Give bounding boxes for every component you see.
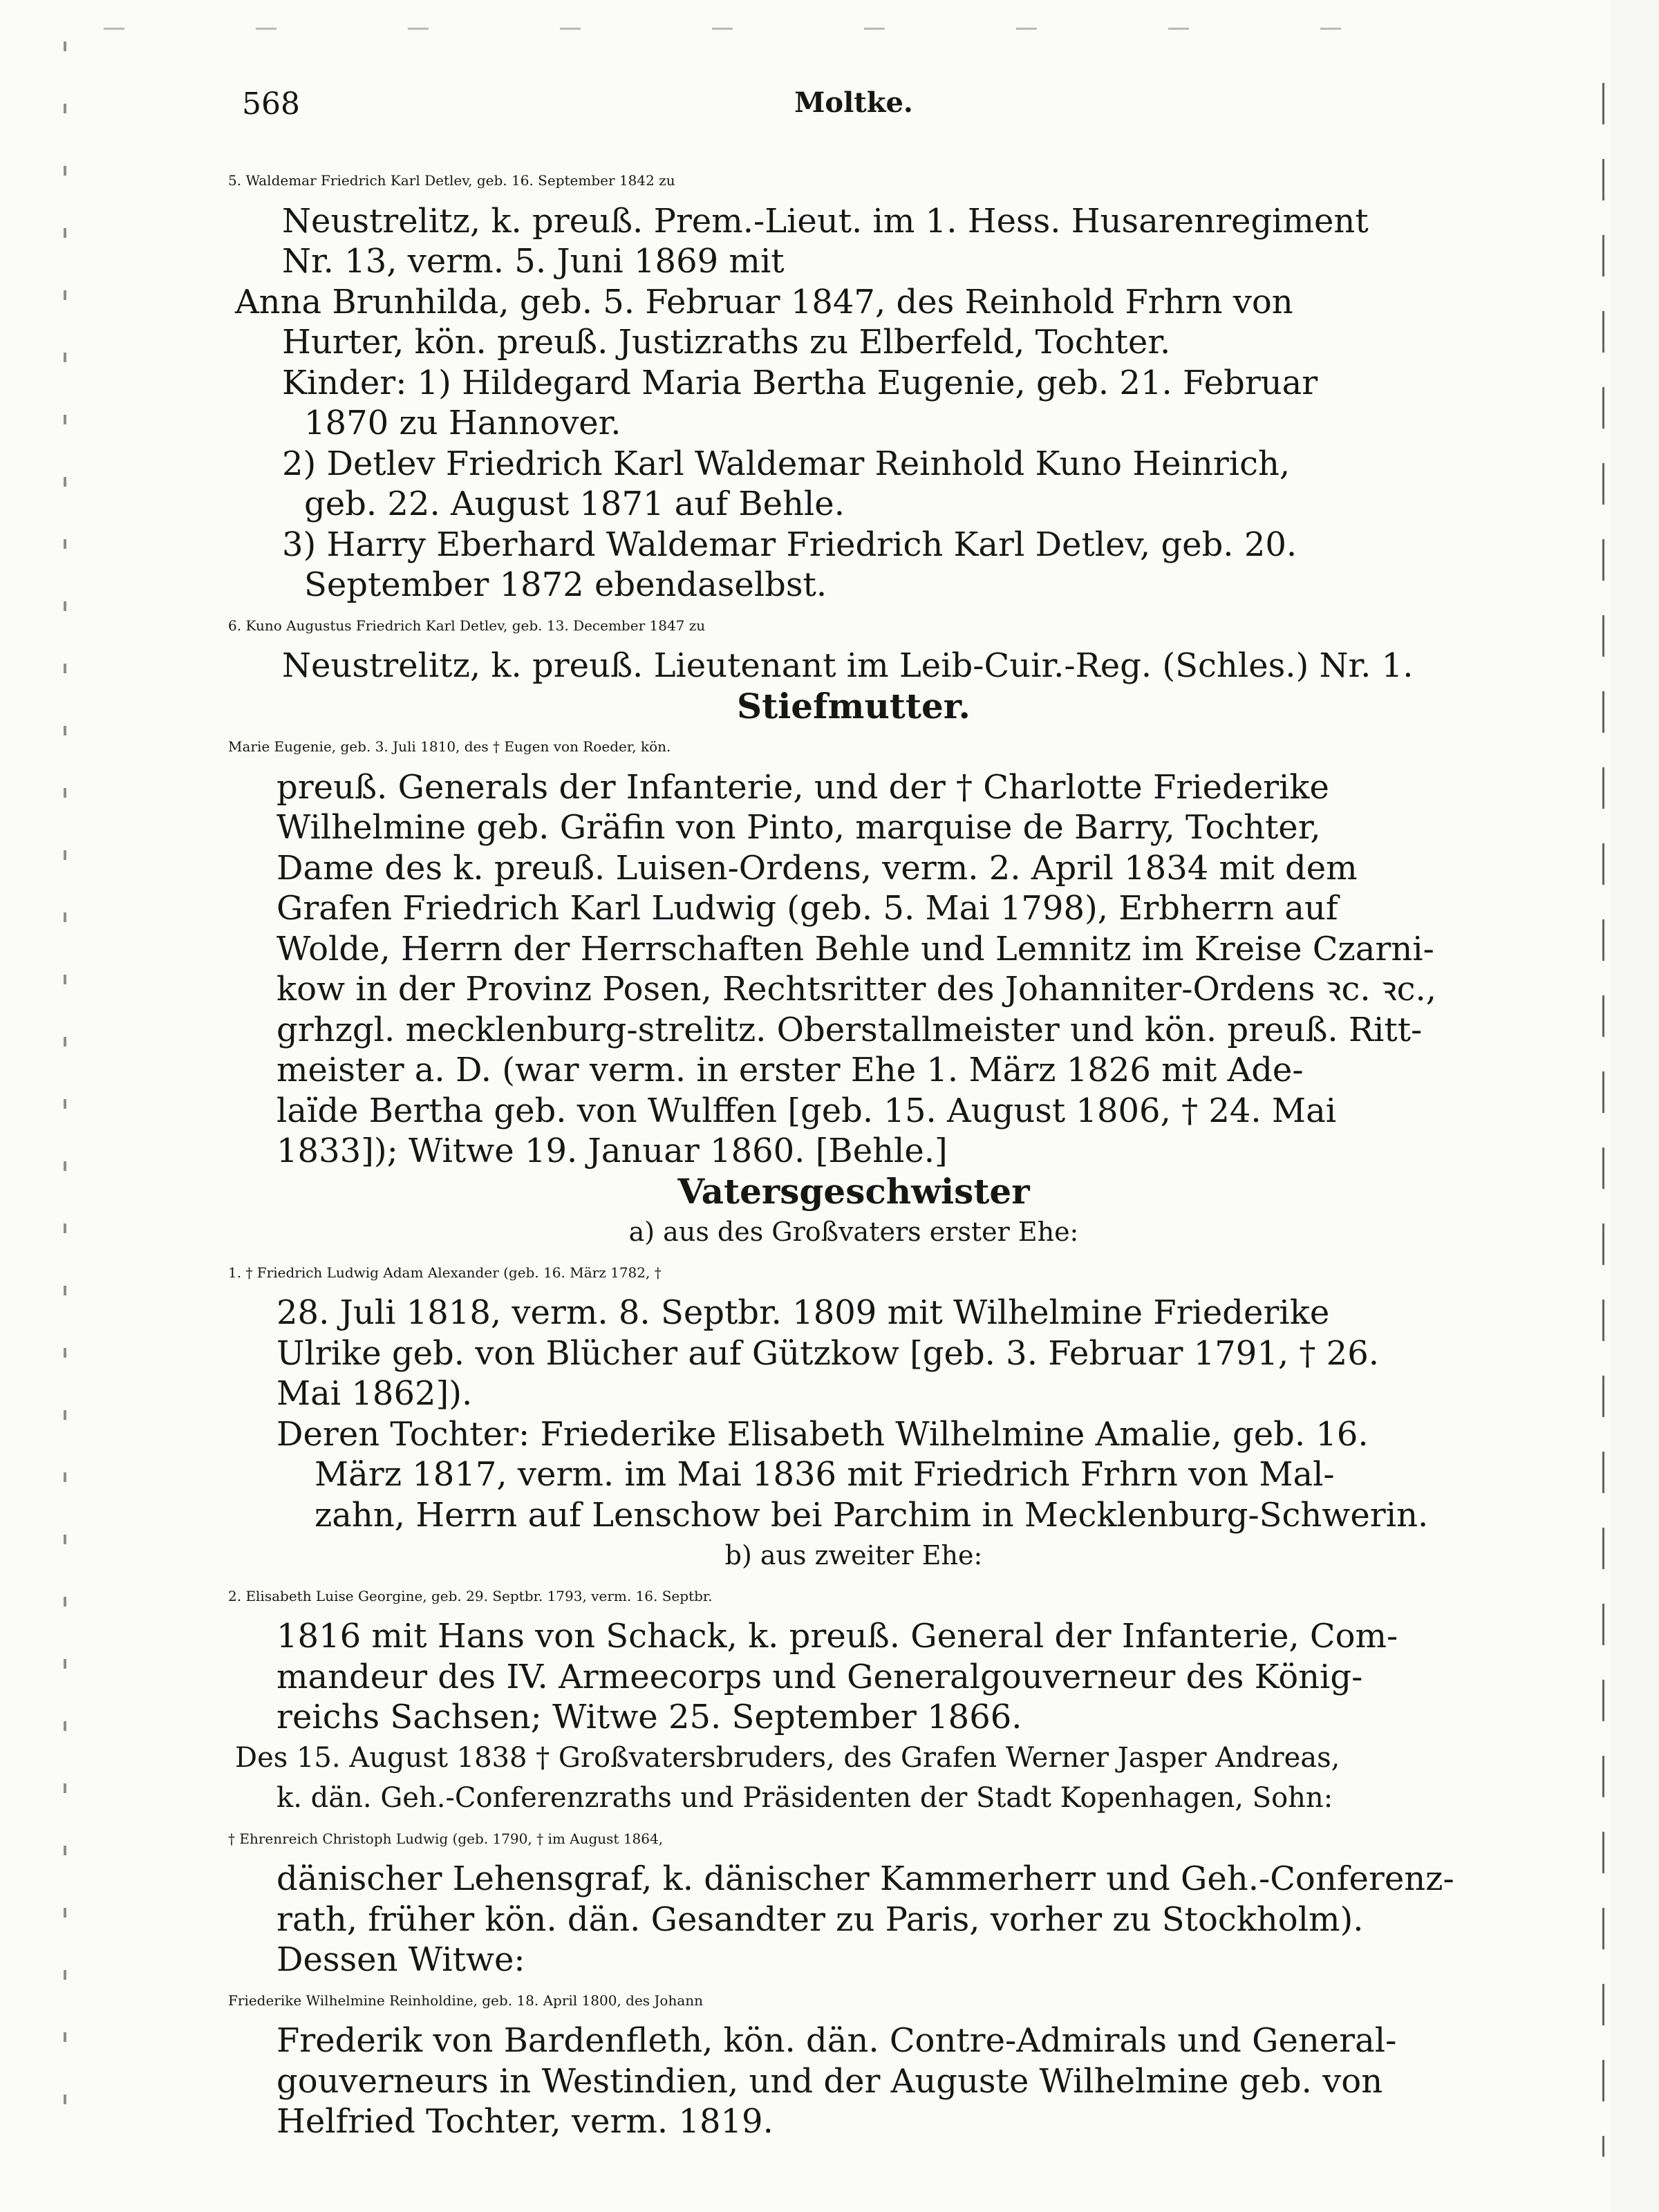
text-line: September 1872 ebendaselbst. (304, 565, 827, 604)
text-line: grhzgl. mecklenburg-strelitz. Oberstallmeister und kön. preuß. Ritt- (276, 1010, 1423, 1049)
text-line: 5. Waldemar Friedrich Karl Detlev, geb. 16. September 1842 zu (228, 172, 675, 189)
text-line: 1870 zu Hannover. (304, 404, 621, 442)
text-line: gouverneurs in Westindien, und der Auguste Wilhelmine geb. von (276, 2061, 1383, 2101)
text-line: Dame des k. preuß. Luisen-Ordens, verm. 2. April 1834 mit dem (276, 848, 1358, 888)
page-edge-left (64, 41, 66, 2157)
text-line: mandeur des IV. Armeecorps und Generalgouverneur des König- (276, 1657, 1363, 1696)
text-line: Hurter, kön. preuß. Justizraths zu Elberfeld, Tochter. (282, 323, 1171, 362)
page-number: 568 (242, 86, 300, 122)
text-line: Ulrike geb. von Blücher auf Gützkow [geb. 3. Februar 1791, † 26. (276, 1333, 1379, 1373)
text-line: Kinder: 1) Hildegard Maria Bertha Eugenie, geb. 21. Februar (282, 363, 1318, 402)
text-line: 1833]); Witwe 19. Januar 1860. [Behle.] (276, 1132, 948, 1170)
text-line: Anna Brunhilda, geb. 5. Februar 1847, des Reinhold Frhrn von (235, 282, 1293, 321)
subheading: a) aus des Großvaters erster Ehe: (628, 1217, 1079, 1247)
body-text (228, 160, 1472, 2142)
text-line: k. dän. Geh.-Conferenzraths und Präsidenten der Stadt Kopenhagen, Sohn: (276, 1782, 1333, 1814)
text-line: 2) Detlev Friedrich Karl Waldemar Reinhold Kuno Heinrich, (282, 444, 1291, 483)
text-line: † Ehrenreich Christoph Ludwig (geb. 1790, † im August 1864, (228, 1830, 664, 1847)
text-line: laïde Bertha geb. von Wulffen [geb. 15. August 1806, † 24. Mai (276, 1091, 1337, 1130)
text-line: kow in der Provinz Posen, Rechtsritter des Johanniter-Ordens ꝛc. ꝛc., (276, 970, 1436, 1009)
text-line: 28. Juli 1818, verm. 8. Septbr. 1809 mit Wilhelmine Friederike (276, 1293, 1330, 1332)
text-line: Des 15. August 1838 † Großvatersbruders, des Grafen Werner Jasper Andreas, (235, 1741, 1340, 1774)
running-title: Moltke. (794, 86, 913, 119)
text-line: 2. Elisabeth Luise Georgine, geb. 29. Septbr. 1793, verm. 16. Septbr. (228, 1587, 713, 1604)
text-line: Marie Eugenie, geb. 3. Juli 1810, des † Eugen von Roeder, kön. (228, 738, 671, 755)
page-edge-top (104, 28, 1417, 30)
text-line: Neustrelitz, k. preuß. Prem.-Lieut. im 1. Hess. Husarenregiment (282, 201, 1369, 241)
text-line: Frederik von Bardenfleth, kön. dän. Contre-Admirals und General- (276, 2021, 1397, 2060)
text-line: Wilhelmine geb. Gräfin von Pinto, marquise de Barry, Tochter, (276, 808, 1321, 847)
text-line: Grafen Friedrich Karl Ludwig (geb. 5. Mai 1798), Erbherrn auf (276, 889, 1338, 928)
text-line: 1816 mit Hans von Schack, k. preuß. General der Infanterie, Com- (276, 1617, 1398, 1656)
text-line: März 1817, verm. im Mai 1836 mit Friedrich Frhrn von Mal- (315, 1455, 1335, 1494)
facing-page-edge-line (1602, 83, 1604, 2157)
subheading: b) aus zweiter Ehe: (724, 1540, 983, 1571)
section-heading: Stiefmutter. (737, 685, 971, 727)
text-line: rath, früher kön. dän. Gesandter zu Paris, vorher zu Stockholm). (276, 1900, 1364, 1939)
text-line: reichs Sachsen; Witwe 25. September 1866. (276, 1698, 1022, 1736)
text-line: meister a. D. (war verm. in erster Ehe 1. März 1826 mit Ade- (276, 1051, 1304, 1089)
text-line: preuß. Generals der Infanterie, und der † Charlotte Friederike (276, 767, 1329, 807)
section-heading: Vatersgeschwister (677, 1170, 1030, 1212)
text-line: 6. Kuno Augustus Friedrich Karl Detlev, geb. 13. December 1847 zu (228, 617, 706, 634)
text-line: Dessen Witwe: (276, 1940, 525, 1979)
text-line: Mai 1862]). (276, 1374, 473, 1413)
text-line: Nr. 13, verm. 5. Juni 1869 mit (282, 242, 785, 281)
text-line: 3) Harry Eberhard Waldemar Friedrich Karl Detlev, geb. 20. (282, 525, 1297, 564)
text-line: Friederike Wilhelmine Reinholdine, geb. 18. April 1800, des Johann (228, 1991, 704, 2009)
text-line: Helfried Tochter, verm. 1819. (276, 2102, 774, 2141)
text-line: geb. 22. August 1871 auf Behle. (304, 485, 845, 523)
text-line: Wolde, Herrn der Herrschaften Behle und Lemnitz im Kreise Czarni- (276, 929, 1434, 968)
text-line: Deren Tochter: Friederike Elisabeth Wilhelmine Amalie, geb. 16. (276, 1414, 1369, 1454)
facing-page-gutter (1611, 0, 1659, 2212)
text-line: 1. † Friedrich Ludwig Adam Alexander (geb. 16. März 1782, † (228, 1264, 662, 1281)
running-header (242, 86, 1465, 128)
text-line: Neustrelitz, k. preuß. Lieutenant im Leib-Cuir.-Reg. (Schles.) Nr. 1. (282, 646, 1414, 685)
text-line: dänischer Lehensgraf, k. dänischer Kammerherr und Geh.-Conferenz- (276, 1859, 1454, 1898)
text-line: zahn, Herrn auf Lenschow bei Parchim in Mecklenburg-Schwerin. (315, 1495, 1429, 1535)
